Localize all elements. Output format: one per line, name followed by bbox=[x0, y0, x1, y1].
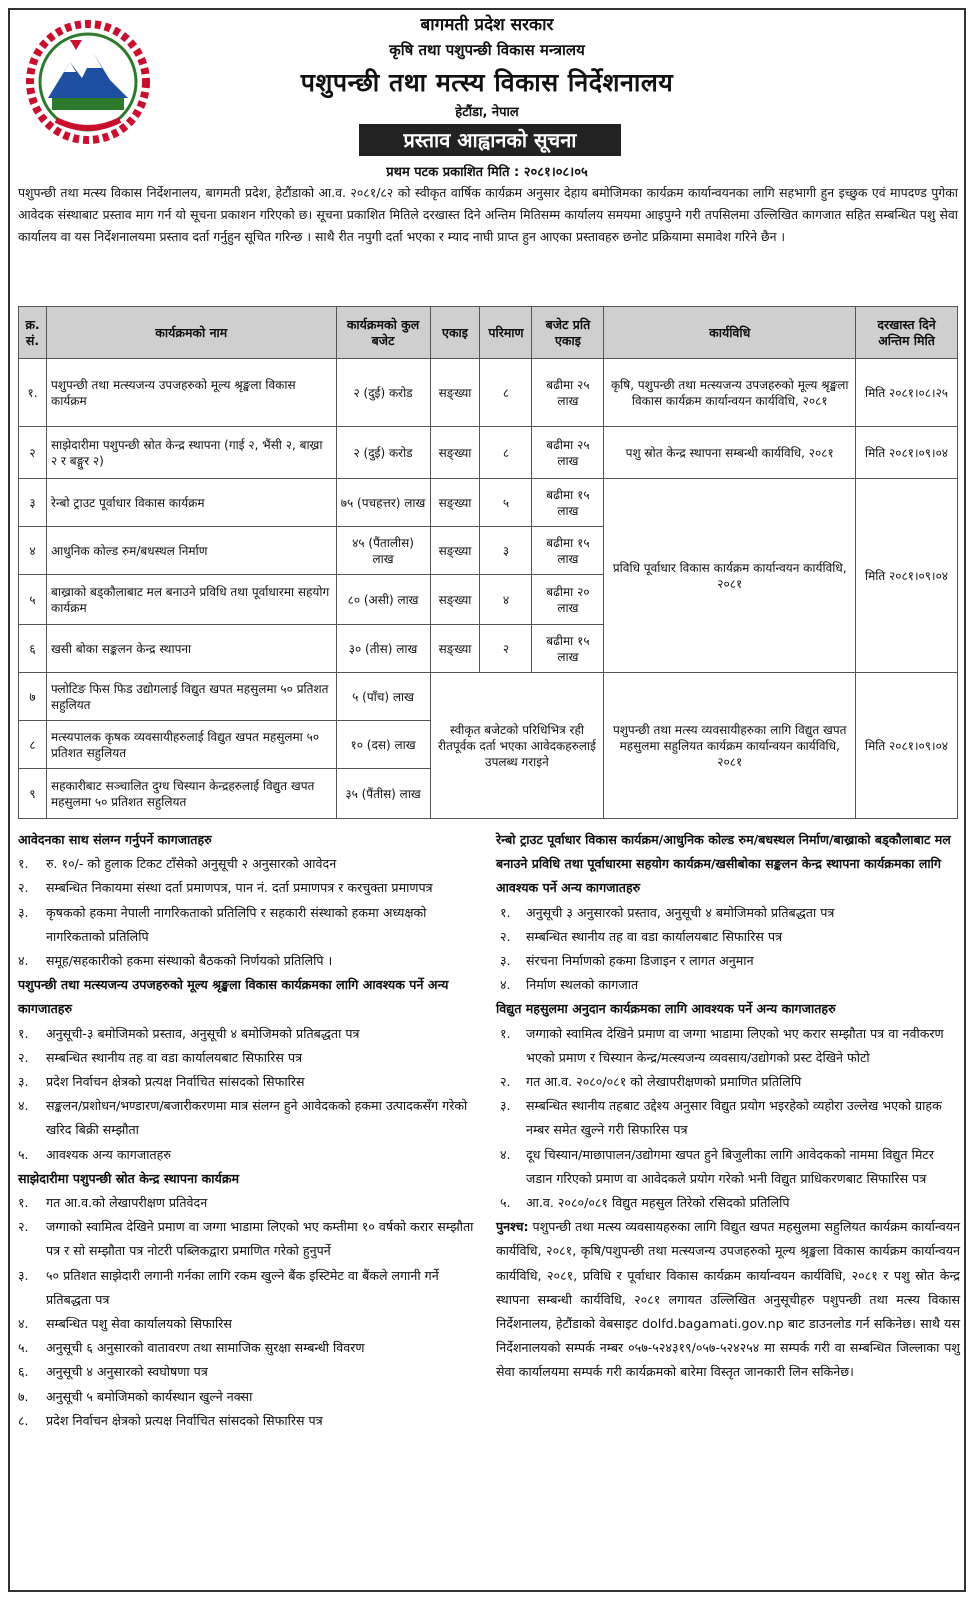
list-item bbox=[18, 1191, 480, 1215]
cell-deadline: मिति २०८१।०९।०४ bbox=[856, 479, 958, 673]
cell-sn: ४ bbox=[19, 527, 47, 575]
notice-header bbox=[10, 10, 964, 180]
list-item-text: प्रदेश निर्वाचन क्षेत्रको प्रत्यक्ष निर्वाचित सांसदको सिफारिस bbox=[46, 1074, 305, 1090]
notice-page bbox=[8, 8, 966, 1592]
list-item-text: सम्बन्धित स्थानीय तह वा वडा कार्यालयबाट सिफारिस पत्र bbox=[526, 928, 783, 944]
cell-quantity: ३ bbox=[480, 527, 532, 575]
list-item bbox=[18, 1385, 480, 1409]
cell-sn: ९ bbox=[19, 769, 47, 819]
list-item bbox=[496, 973, 960, 997]
list-item-number: ५. bbox=[18, 1340, 29, 1356]
ministry-name: कृषि तथा पशुपन्छी विकास मन्त्रालय bbox=[389, 41, 585, 59]
cell-per-unit: बढीमा १५ लाख bbox=[532, 625, 604, 673]
list-item-text: कृषकको हकमा नेपाली नागरिकताको प्रतिलिपि र सहकारी संस्थाको हकमा अध्यक्षको नागरिकताको प्रतिलिपि bbox=[46, 904, 427, 944]
list-item-number: १. bbox=[500, 1025, 511, 1041]
list-item-number: १. bbox=[18, 1195, 29, 1211]
list-item-text: सङ्कलन/प्रशोधन/भण्डारण/बजारीकरणमा मात्र संलग्न हुने आवेदकको हकमा उत्पादकसँग गरेको खरिद बिक्री सम्झौता bbox=[46, 1098, 468, 1138]
list-item-text: अनुसूची ४ अनुसारको स्वघोषणा पत्र bbox=[46, 1364, 208, 1380]
list-item-text: ५० प्रतिशत साझेदारी लगानी गर्नका लागि रकम खुल्ने बैंक इस्टिमेट वा बैंकले लगानी गर्ने प्रतिबद्धता पत्र bbox=[46, 1267, 439, 1307]
list-item bbox=[496, 1143, 960, 1191]
list-item bbox=[18, 1046, 480, 1070]
list-item-number: १. bbox=[18, 856, 29, 872]
list-item bbox=[18, 852, 480, 876]
list-item-text: जग्गाको स्वामित्व देखिने प्रमाण वा जग्गा भाडामा लिएको भए कम्तीमा १० वर्षको करार सम्झौता पत्र र सो सम्झौता पत्र नोटरी पब्लिकद्वारा प्रमाणित गरेको हुनुपर्ने bbox=[46, 1219, 474, 1259]
header-quantity: परिमाण bbox=[480, 307, 532, 359]
cell-sn: ५ bbox=[19, 575, 47, 625]
list-item-text: सम्बन्धित स्थानीय तह वा वडा कार्यालयबाट सिफारिस पत्र bbox=[46, 1049, 303, 1065]
table-row bbox=[19, 479, 958, 527]
list-item-number: १. bbox=[500, 904, 511, 920]
cell-per-unit: बढीमा १५ लाख bbox=[532, 527, 604, 575]
list-item bbox=[18, 1312, 480, 1336]
list-item-text: आ.व. २०८०/०८१ विद्युत महसुल तिरेको रसिदको प्रतिलिपि bbox=[526, 1195, 790, 1211]
list-item bbox=[18, 1070, 480, 1094]
list-item bbox=[18, 949, 480, 973]
cell-sn: ७ bbox=[19, 673, 47, 721]
list-item bbox=[496, 901, 960, 925]
list-item-text: अनुसूची ५ बमोजिमको कार्यस्थान खुल्ने नक्सा bbox=[46, 1388, 253, 1404]
section-heading: पशुपन्छी तथा मत्स्यजन्य उपजहरुको मूल्य श्रृङ्खला विकास कार्यक्रमका लागि आवश्यक पर्ने अन्य कागजातहरु bbox=[18, 977, 449, 1017]
cell-budget: ४५ (पैंतालीस) लाख bbox=[336, 527, 430, 575]
list-item-text: प्रदेश निर्वाचन क्षेत्रको प्रत्यक्ष निर्वाचित सांसदको सिफारिस पत्र bbox=[46, 1412, 323, 1428]
cell-name: आधुनिक कोल्ड रुम/बधस्थल निर्माण bbox=[46, 527, 336, 575]
cell-sn: ८ bbox=[19, 721, 47, 769]
document-list bbox=[496, 901, 960, 998]
location: हेटौंडा, नेपाल bbox=[455, 105, 519, 120]
program-table bbox=[18, 306, 958, 819]
list-item bbox=[18, 1094, 480, 1142]
cell-budget: ३५ (पैंतीस) लाख bbox=[336, 769, 430, 819]
directorate-name: पशुपन्छी तथा मत्स्य विकास निर्देशनालय bbox=[300, 68, 674, 97]
list-item-number: ३. bbox=[18, 1074, 29, 1090]
list-item bbox=[496, 1022, 960, 1070]
list-item-number: ४. bbox=[18, 1098, 29, 1114]
left-column bbox=[18, 828, 480, 1433]
list-item bbox=[18, 1360, 480, 1384]
cell-deadline: मिति २०८१।०९।०४ bbox=[856, 673, 958, 819]
header-sn: क्र. सं. bbox=[19, 307, 47, 359]
list-item bbox=[18, 1264, 480, 1312]
header-budget: कार्यक्रमको कुल बजेट bbox=[336, 307, 430, 359]
table-row bbox=[19, 427, 958, 479]
list-item bbox=[18, 1022, 480, 1046]
list-item bbox=[496, 1191, 960, 1215]
list-item-text: जग्गाको स्वामित्व देखिने प्रमाण वा जग्गा भाडामा लिएको भए करार सम्झौता पत्र वा नवीकरण भएको प्रमाण र चिस्यान केन्द्र/मत्स्यजन्य व्यवसाय/उद्योगको प्रस्ट देखिने फोटो bbox=[526, 1025, 944, 1065]
list-item bbox=[18, 1215, 480, 1263]
list-item-number: ७. bbox=[18, 1388, 29, 1404]
list-item bbox=[496, 925, 960, 949]
list-item bbox=[496, 949, 960, 973]
cell-budget: २ (दुई) करोड bbox=[336, 427, 430, 479]
header-name: कार्यक्रमको नाम bbox=[46, 307, 336, 359]
list-item-text: दूध चिस्यान/माछापालन/उद्योगमा खपत हुने बिजुलीका लागि आवेदकको नाममा विद्युत मिटर जडान गरिएको प्रमाण वा आवेदकले प्रयोग गरेको भनी विद्युत प्राधिकरणबाट सिफारिस पत्र bbox=[526, 1146, 934, 1186]
cell-deadline: मिति २०८१।०९।०४ bbox=[856, 427, 958, 479]
cell-unit: सङ्ख्या bbox=[430, 575, 480, 625]
cell-budget-note: स्वीकृत बजेटको परिधिभित्र रही रीतपूर्वक दर्ता भएका आवेदकहरुलाई उपलब्ध गराइने bbox=[430, 673, 604, 819]
cell-unit: सङ्ख्या bbox=[430, 527, 480, 575]
postscript-text: पशुपन्छी तथा मत्स्य व्यवसायहरुका लागि विद्युत खपत महसुलमा सहुलियत कार्यक्रम कार्यान्वयन कार्यविधि, २०८१, कृषि/पशुपन्छी तथा मत्स्यजन्य उपजहरुको मूल्य श्रृङ्खला विकास कार्यक्रम कार्यान्वयन कार्यविधि, २०८१, प्रविधि र पूर्वाधार विकास कार्यक्रम कार्यान्वयन कार्यविधि, २०८१ र पशु स्रोत केन्द्र स्थापना सम्बन्धी कार्यविधि, २०८१ लगायत उल्लिखित अनुसूचीहरु पशुपन्छी तथा मत्स्य विकास निर्देशनालय, हेटौंडाको वेबसाइट dolfd.bagamati.gov.np बाट डाउनलोड गर्न सकिनेछ। साथै यस निर्देशनालयको सम्पर्क नम्बर ०५७-५२४३१९/०५७-५२४२५४ मा सम्पर्क गरी वा सम्बन्धित जिल्लाका पशु सेवा कार्यालयमा सम्पर्क गरी कार्यक्रमको बारेमा विस्तृत जानकारी लिन सकिनेछ। bbox=[496, 1219, 960, 1380]
table-row bbox=[19, 359, 958, 427]
list-item-text: निर्माण स्थलको कागजात bbox=[526, 977, 639, 993]
list-item-text: सम्बन्धित पशु सेवा कार्यालयको सिफारिस bbox=[46, 1316, 232, 1332]
list-item-text: अनुसूची-३ बमोजिमको प्रस्ताव, अनुसूची ४ बमोजिमको प्रतिबद्धता पत्र bbox=[46, 1025, 360, 1041]
section-heading: साझेदारीमा पशुपन्छी स्रोत केन्द्र स्थापना कार्यक्रम bbox=[18, 1170, 240, 1186]
list-item bbox=[18, 901, 480, 949]
document-list bbox=[18, 1191, 480, 1433]
section-heading: विद्युत महसुलमा अनुदान कार्यक्रमका लागि आवश्यक पर्ने अन्य कागजातहरु bbox=[496, 1001, 836, 1017]
list-item bbox=[496, 1094, 960, 1142]
cell-budget: ७५ (पचहत्तर) लाख bbox=[336, 479, 430, 527]
cell-budget: २ (दुई) करोड bbox=[336, 359, 430, 427]
cell-name: खसी बोका सङ्कलन केन्द्र स्थापना bbox=[46, 625, 336, 673]
list-item-number: २. bbox=[500, 928, 511, 944]
document-list bbox=[18, 852, 480, 973]
list-item-number: ३. bbox=[500, 953, 511, 969]
list-item bbox=[18, 1143, 480, 1167]
cell-quantity: ४ bbox=[480, 575, 532, 625]
list-item-text: रु. १०/- को हुलाक टिकट टाँसेको अनुसूची २ अनुसारको आवेदन bbox=[46, 856, 337, 872]
cell-quantity: ८ bbox=[480, 427, 532, 479]
list-item-text: समूह/सहकारीको हकमा संस्थाको बैठकको निर्णयको प्रतिलिपि । bbox=[46, 953, 333, 969]
cell-procedure: प्रविधि पूर्वाधार विकास कार्यक्रम कार्यान्वयन कार्यविधि, २०८१ bbox=[604, 479, 856, 673]
list-item-number: १. bbox=[18, 1025, 29, 1041]
cell-procedure: पशु स्रोत केन्द्र स्थापना सम्बन्धी कार्यविधि, २०८१ bbox=[604, 427, 856, 479]
cell-deadline: मिति २०८१।०८।२५ bbox=[856, 359, 958, 427]
list-item-number: २. bbox=[18, 1219, 29, 1235]
list-item-number: ४. bbox=[18, 1316, 29, 1332]
cell-budget: ८० (असी) लाख bbox=[336, 575, 430, 625]
government-name: बागमती प्रदेश सरकार bbox=[420, 15, 554, 35]
section-heading: रेन्बो ट्राउट पूर्वाधार विकास कार्यक्रम/आधुनिक कोल्ड रुम/बधस्थल निर्माण/बाख्राको बड्कौलाबाट मल बनाउने प्रविधि तथा पूर्वाधारमा सहयोग कार्यक्रम/खसीबोका सङ्कलन केन्द्र स्थापना कार्यक्रमका लागि आवश्यक पर्ने अन्य कागजातहरु bbox=[496, 832, 951, 896]
table-row bbox=[19, 673, 958, 721]
list-item-number: ४. bbox=[500, 977, 511, 993]
list-item-number: ६. bbox=[18, 1364, 29, 1380]
right-column bbox=[496, 828, 960, 1385]
list-item bbox=[18, 1336, 480, 1360]
section-heading: आवेदनका साथ संलग्न गर्नुपर्ने कागजातहरु bbox=[18, 832, 212, 847]
list-item-number: ८. bbox=[18, 1412, 29, 1428]
cell-sn: ३ bbox=[19, 479, 47, 527]
list-item-text: अनुसूची ६ अनुसारको वातावरण तथा सामाजिक सुरक्षा सम्बन्धी विवरण bbox=[46, 1340, 365, 1356]
list-item-number: ४. bbox=[500, 1146, 511, 1162]
cell-quantity: ५ bbox=[480, 479, 532, 527]
list-item-number: ४. bbox=[18, 953, 29, 969]
list-item-number: २. bbox=[18, 1049, 29, 1065]
cell-name: रेन्बो ट्राउट पूर्वाधार विकास कार्यक्रम bbox=[46, 479, 336, 527]
cell-per-unit: बढीमा २५ लाख bbox=[532, 359, 604, 427]
cell-name: पशुपन्छी तथा मत्स्यजन्य उपजहरुको मूल्य श्रृङ्खला विकास कार्यक्रम bbox=[46, 359, 336, 427]
cell-budget: ३० (तीस) लाख bbox=[336, 625, 430, 673]
header-budget-per-unit: बजेट प्रति एकाइ bbox=[532, 307, 604, 359]
cell-unit: सङ्ख्या bbox=[430, 625, 480, 673]
list-item-number: ३. bbox=[18, 1267, 29, 1283]
cell-procedure: पशुपन्छी तथा मत्स्य व्यवसायीहरुका लागि विद्युत खपत महसुलमा सहुलियत कार्यक्रम कार्यान्वयन कार्यविधि, २०८१ bbox=[604, 673, 856, 819]
list-item-text: अनुसूची ३ अनुसारको प्रस्ताव, अनुसूची ४ बमोजिमको प्रतिबद्धता पत्र bbox=[526, 904, 835, 920]
header-procedure: कार्यविधि bbox=[604, 307, 856, 359]
postscript-label: पुनश्च: bbox=[496, 1219, 529, 1235]
list-item-text: आवश्यक अन्य कागजातहरु bbox=[46, 1146, 171, 1162]
cell-unit: सङ्ख्या bbox=[430, 427, 480, 479]
list-item-number: ३. bbox=[500, 1098, 511, 1114]
cell-per-unit: बढीमा २० लाख bbox=[532, 575, 604, 625]
cell-name: बाख्राको बड्कौलाबाट मल बनाउने प्रविधि तथा पूर्वाधारमा सहयोग कार्यक्रम bbox=[46, 575, 336, 625]
cell-name: मत्स्यपालक कृषक व्यवसायीहरुलाई विद्युत खपत महसुलमा ५० प्रतिशत सहुलियत bbox=[46, 721, 336, 769]
cell-quantity: २ bbox=[480, 625, 532, 673]
document-list bbox=[496, 1022, 960, 1216]
postscript-note bbox=[496, 1215, 960, 1384]
list-item-text: संरचना निर्माणको हकमा डिजाइन र लागत अनुमान bbox=[526, 953, 754, 969]
cell-name: फ्लोटिङ फिस फिड उद्योगलाई विद्युत खपत महसुलमा ५० प्रतिशत सहुलियत bbox=[46, 673, 336, 721]
cell-sn: २ bbox=[19, 427, 47, 479]
cell-per-unit: बढीमा २५ लाख bbox=[532, 427, 604, 479]
header-deadline: दरखास्त दिने अन्तिम मिति bbox=[856, 307, 958, 359]
notice-title: प्रस्ताव आह्वानको सूचना bbox=[359, 124, 621, 156]
cell-procedure: कृषि, पशुपन्छी तथा मत्स्यजन्य उपजहरुको मूल्य श्रृङ्खला विकास कार्यक्रम कार्यान्वयन कार्यविधि, २०८१ bbox=[604, 359, 856, 427]
cell-budget: १० (दस) लाख bbox=[336, 721, 430, 769]
list-item-text: सम्बन्धित निकायमा संस्था दर्ता प्रमाणपत्र, पान नं. दर्ता प्रमाणपत्र र करचुक्ता प्रमाणपत्र bbox=[46, 880, 433, 896]
cell-sn: १. bbox=[19, 359, 47, 427]
intro-paragraph: पशुपन्छी तथा मत्स्य विकास निर्देशनालय, बागमती प्रदेश, हेटौंडाको आ.व. २०८१/८२ को स्वीकृत वार्षिक कार्यक्रम अनुसार देहाय बमोजिमका कार्यक्रम कार्यान्वयनका लागि सहभागी हुन इच्छुक एवं मापदण्ड पुगेका आवेदक संस्थाबाट प्रस्ताव माग गर्न यो सूचना प्रकाशन गरिएको छ। सूचना प्रकाशित मितिले दरखास्त दिने अन्तिम मितिसम्म कार्यालय समयमा आइपुग्ने गरी तपसिलमा उल्लिखित कागजात सहित सम्बन्धित पशु सेवा कार्यालय वा यस निर्देशनालयमा प्रस्ताव दर्ता गर्नुहुन सूचित गरिन्छ । साथै रीत नपुगी दर्ता भएका र म्याद नाघी प्राप्त हुन आएका प्रस्तावहरु छनोट प्रक्रियामा समावेश गरिने छैन । bbox=[18, 185, 958, 244]
cell-unit: सङ्ख्या bbox=[430, 359, 480, 427]
list-item-text: सम्बन्धित स्थानीय तहबाट उद्देश्य अनुसार विद्युत प्रयोग भइरहेको व्यहोरा उल्लेख भएको ग्राहक नम्बर समेत खुल्ने गरी सिफारिस पत्र bbox=[526, 1098, 942, 1138]
cell-budget: ५ (पाँच) लाख bbox=[336, 673, 430, 721]
list-item-number: ३. bbox=[18, 904, 29, 920]
table-header-row bbox=[19, 307, 958, 359]
list-item bbox=[18, 1409, 480, 1433]
publish-date: प्रथम पटक प्रकाशित मिति : २०८१।०८।०५ bbox=[386, 165, 588, 180]
list-item bbox=[496, 1070, 960, 1094]
list-item bbox=[18, 876, 480, 900]
cell-name: सहकारीबाट सञ्चालित दुग्ध चिस्यान केन्द्रहरुलाई विद्युत खपत महसुलमा ५० प्रतिशत सहुलियत bbox=[46, 769, 336, 819]
list-item-number: ५. bbox=[18, 1146, 29, 1162]
cell-sn: ६ bbox=[19, 625, 47, 673]
list-item-number: २. bbox=[500, 1074, 511, 1090]
cell-quantity: ८ bbox=[480, 359, 532, 427]
cell-unit: सङ्ख्या bbox=[430, 479, 480, 527]
list-item-number: ५. bbox=[500, 1195, 511, 1211]
cell-name: साझेदारीमा पशुपन्छी स्रोत केन्द्र स्थापना (गाई २, भैंसी २, बाख्रा २ र बङ्गुर २) bbox=[46, 427, 336, 479]
header-unit: एकाइ bbox=[430, 307, 480, 359]
list-item-text: गत आ.व.को लेखापरीक्षण प्रतिवेदन bbox=[46, 1195, 208, 1211]
document-list bbox=[18, 1022, 480, 1167]
list-item-number: २. bbox=[18, 880, 29, 896]
list-item-text: गत आ.व. २०८०/०८१ को लेखापरीक्षणको प्रमाणित प्रतिलिपि bbox=[526, 1074, 802, 1090]
cell-per-unit: बढीमा १५ लाख bbox=[532, 479, 604, 527]
